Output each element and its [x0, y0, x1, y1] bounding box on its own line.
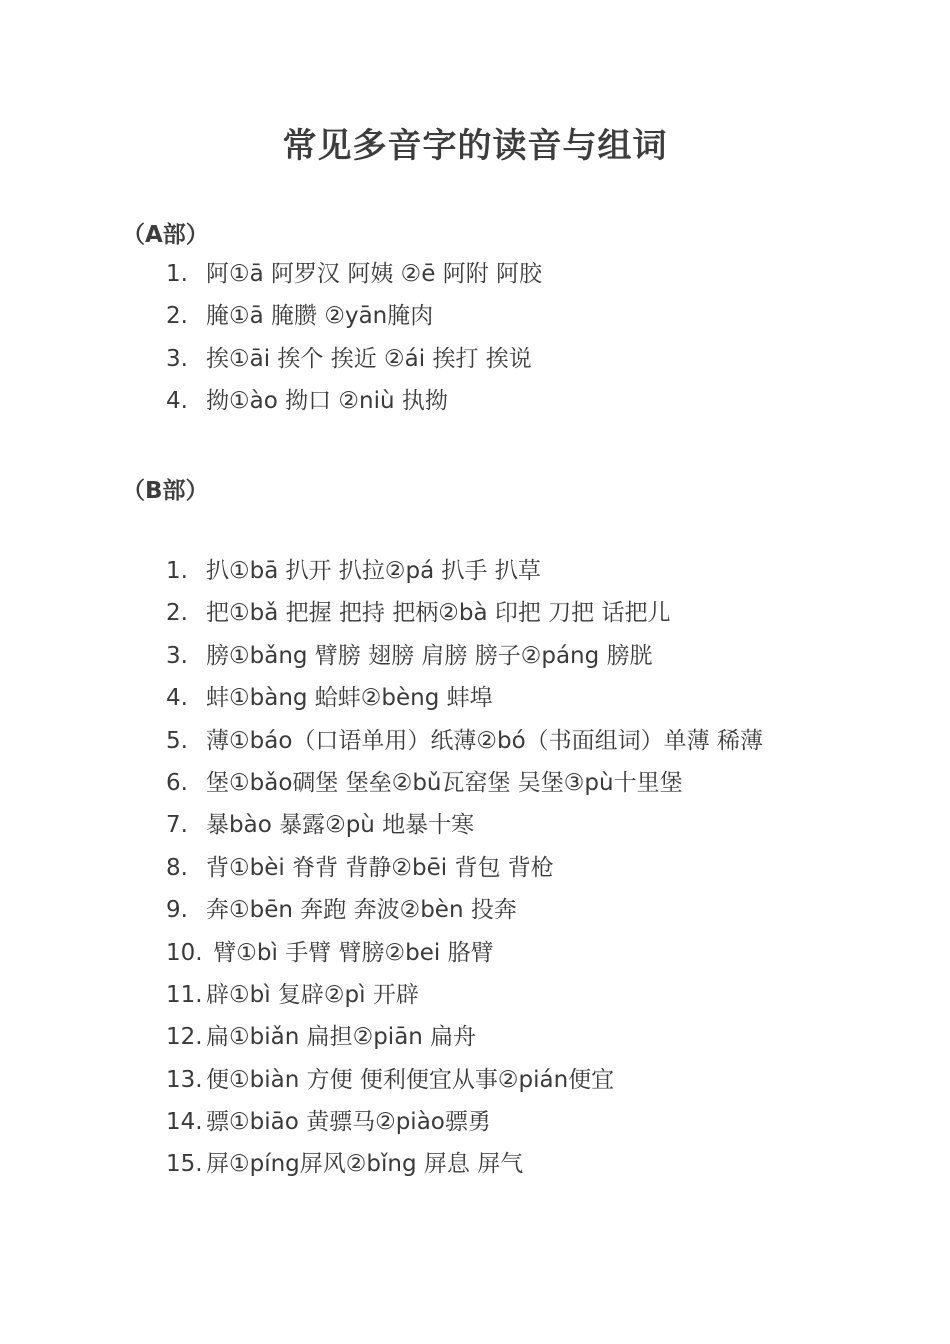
item-text: 薄①báo（口语单用）纸薄②bó（书面组词）单薄 稀薄 [206, 727, 763, 754]
list-item [166, 298, 542, 340]
list-item [166, 807, 763, 849]
list-item [166, 553, 763, 595]
item-text: 奔①bēn 奔跑 奔波②bèn 投奔 [206, 897, 517, 924]
section-b-heading: （B部） [122, 478, 209, 504]
section-a-list [166, 256, 542, 426]
item-number: 7. [166, 812, 188, 839]
item-number: 15. [166, 1151, 203, 1178]
item-number: 3. [166, 345, 188, 372]
list-item [166, 850, 763, 892]
item-number: 11. [166, 981, 203, 1008]
item-number: 4. [166, 388, 188, 415]
item-text: 骠①biāo 黄骠马②piào骠勇 [206, 1109, 491, 1136]
item-number: 5. [166, 727, 188, 754]
list-item [166, 341, 542, 383]
item-number: 3. [166, 642, 188, 669]
item-text: 把①bǎ 把握 把持 把柄②bà 印把 刀把 话把儿 [206, 600, 671, 627]
list-item [166, 1104, 763, 1146]
section-b-list [166, 553, 763, 1189]
item-number: 9. [166, 897, 188, 924]
item-number: 14. [166, 1109, 203, 1136]
item-text: 拗①ào 拗口 ②niù 执拗 [206, 388, 448, 415]
item-number: 13. [166, 1066, 203, 1093]
item-text: 扒①bā 扒开 扒拉②pá 扒手 扒草 [206, 558, 541, 584]
item-number: 8. [166, 854, 188, 881]
item-text: 臂①bì 手臂 臂膀②bei 胳臂 [206, 939, 494, 966]
list-item [166, 892, 763, 934]
list-item [166, 765, 763, 807]
item-text: 便①biàn 方便 便利便宜从事②pián便宜 [206, 1066, 615, 1093]
list-item [166, 935, 763, 977]
item-number: 1. [166, 261, 188, 287]
item-text: 屏①píng屏风②bǐng 屏息 屏气 [206, 1151, 524, 1178]
section-a-heading: （A部） [122, 222, 209, 248]
item-text: 膀①bǎng 臂膀 翅膀 肩膀 膀子②páng 膀胱 [206, 642, 653, 669]
item-number: 4. [166, 685, 188, 712]
list-item [166, 595, 763, 637]
list-item [166, 680, 763, 722]
list-item [166, 1146, 763, 1188]
item-text: 挨①āi 挨个 挨近 ②ái 挨打 挨说 [206, 345, 532, 372]
list-item [166, 256, 542, 298]
item-number: 10. [166, 939, 203, 966]
list-item [166, 1019, 763, 1061]
list-item [166, 383, 542, 425]
item-text: 暴bào 暴露②pù 地暴十寒 [206, 812, 475, 839]
item-text: 阿①ā 阿罗汉 阿姨 ②ē 阿附 阿胶 [206, 261, 543, 287]
item-text: 扁①biǎn 扁担②piān 扁舟 [206, 1024, 477, 1051]
item-text: 蚌①bàng 蛤蚌②bèng 蚌埠 [206, 685, 493, 712]
list-item [166, 977, 763, 1019]
item-number: 6. [166, 769, 188, 796]
item-number: 2. [166, 600, 188, 627]
item-number: 1. [166, 558, 188, 584]
item-text: 辟①bì 复辟②pì 开辟 [206, 981, 419, 1008]
item-text: 背①bèi 脊背 背静②bēi 背包 背枪 [206, 854, 554, 881]
item-number: 12. [166, 1024, 203, 1051]
page-title: 常见多音字的读音与组词 [282, 126, 668, 166]
item-text: 腌①ā 腌臜 ②yān腌肉 [206, 303, 434, 330]
item-text: 堡①bǎo碉堡 堡垒②bǔ瓦窑堡 吴堡③pù十里堡 [206, 769, 683, 796]
item-number: 2. [166, 303, 188, 330]
list-item [166, 638, 763, 680]
list-item [166, 1062, 763, 1104]
list-item [166, 723, 763, 765]
